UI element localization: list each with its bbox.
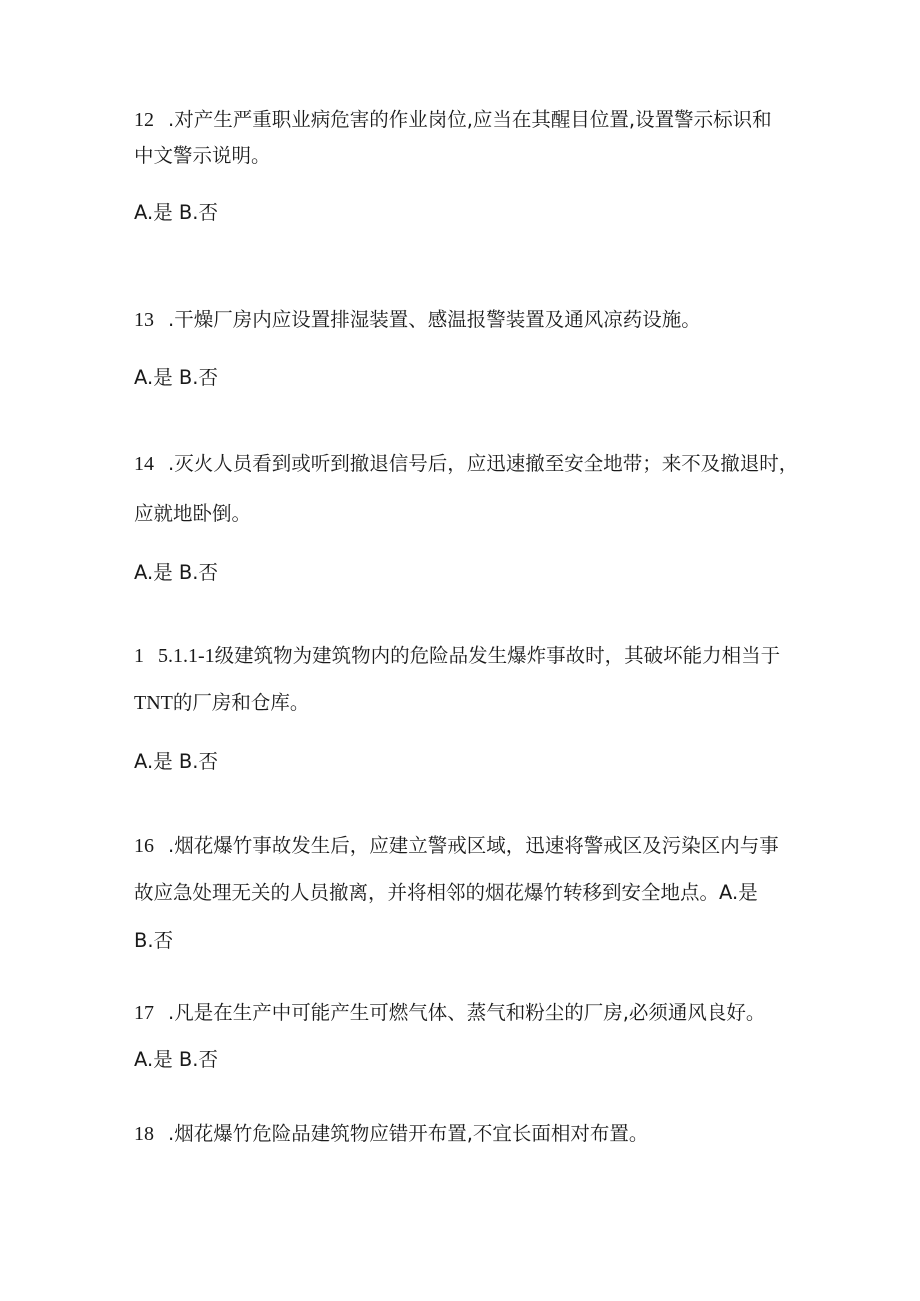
question-16-line-3 xyxy=(134,928,173,954)
question-14-line-2 xyxy=(134,501,251,527)
question-number: 12 xyxy=(134,109,154,131)
question-text: 干燥厂房内应设置排湿装置、感温报警装置及通风凉药设施。 xyxy=(174,308,701,331)
question-text: 中文警示说明。 xyxy=(134,144,271,167)
question-text: 的厂房和仓库。 xyxy=(172,691,310,714)
question-number: 1 xyxy=(134,645,144,667)
question-16-line-1: 16 .烟花爆竹事故发生后，应建立警戒区域，迅速将警戒区及污染区内与事 xyxy=(134,834,779,857)
question-code: 5.1.1-1 xyxy=(158,645,215,667)
question-15-options xyxy=(134,749,218,775)
question-12-line-1: 12 .对产生严重职业病危害的作业岗位,应当在其醒目位置,设置警示标识和 xyxy=(134,108,772,131)
question-13-line-1: 13 .干燥厂房内应设置排湿装置、感温报警装置及通风凉药设施。 xyxy=(134,308,701,331)
tnt-label: TNT xyxy=(134,692,173,714)
question-12-line-2 xyxy=(134,143,271,169)
question-number: 18 xyxy=(134,1123,154,1145)
answer-options: A.是 B.否 xyxy=(134,1048,218,1071)
answer-options: A.是 B.否 xyxy=(134,201,218,224)
question-text: 应就地卧倒。 xyxy=(134,502,252,525)
question-text: 故应急处理无关的人员撤离，并将相邻的烟花爆竹转移到安全地点。A.是 xyxy=(134,881,758,904)
question-18-line-1: 18 .烟花爆竹危险品建筑物应错开布置,不宜长面相对布置。 xyxy=(134,1122,649,1145)
question-12-options xyxy=(134,200,218,226)
question-16-line-2 xyxy=(134,880,758,906)
question-text: 对产生严重职业病危害的作业岗位,应当在其醒目位置,设置警示标识和 xyxy=(174,108,772,131)
answer-options: A.是 B.否 xyxy=(134,750,218,773)
question-15-line-2 xyxy=(134,690,309,716)
question-14-line-1: 14 .灭火人员看到或听到撤退信号后，应迅速撤至安全地带；来不及撤退时， xyxy=(134,452,799,475)
question-text: 灭火人员看到或听到撤退信号后，应迅速撤至安全地带；来不及撤退时， xyxy=(174,452,799,475)
question-text: 凡是在生产中可能产生可燃气体、蒸气和粉尘的厂房,必须通风良好。 xyxy=(174,1001,766,1024)
question-number: 13 xyxy=(134,309,154,331)
question-number: 16 xyxy=(134,835,154,857)
question-text: B.否 xyxy=(134,929,174,952)
question-15-line-1 xyxy=(134,643,780,669)
question-text: 级建筑物为建筑物内的危险品发生爆炸事故时，其破坏能力相当于 xyxy=(214,644,781,667)
question-14-options xyxy=(134,560,218,586)
question-13-options xyxy=(134,365,218,391)
answer-options: A.是 B.否 xyxy=(134,561,218,584)
question-17-options xyxy=(134,1047,218,1073)
question-number: 14 xyxy=(134,453,154,475)
question-text: 烟花爆竹危险品建筑物应错开布置,不宜长面相对布置。 xyxy=(174,1122,649,1145)
question-text: 烟花爆竹事故发生后，应建立警戒区域，迅速将警戒区及污染区内与事 xyxy=(174,834,779,857)
question-17-line-1: 17 .凡是在生产中可能产生可燃气体、蒸气和粉尘的厂房,必须通风良好。 xyxy=(134,1001,766,1024)
answer-options: A.是 B.否 xyxy=(134,366,218,389)
question-number: 17 xyxy=(134,1002,154,1024)
